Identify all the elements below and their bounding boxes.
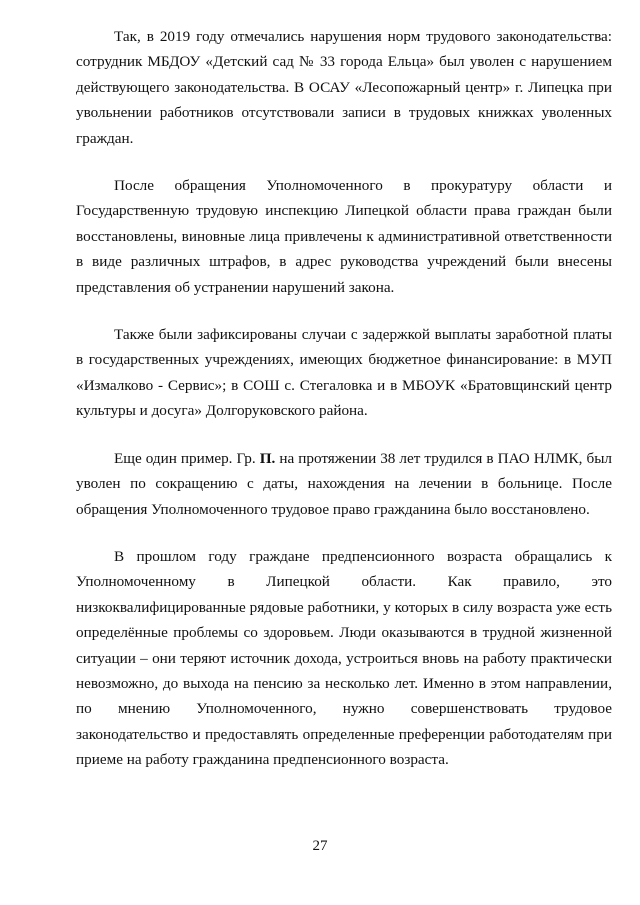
paragraph-pre-pension: В прошлом году граждане предпенсионного возраста обращались к Уполномоченному в Липецкой области. Как правило, это низкоквалифицированные рядовые работники, у которых в силу возраста уже есть определённые проблемы со здоровьем. Люди оказываются в трудной жизненной ситуации – они теряют источник дохода, устроиться вновь на работу практически невозможно, до выхода на пенсию за несколько лет. Именно в этом направлении, по мнению Уполномоченного, нужно совершенствовать трудовое законодательство и предоставлять определенные преференции работодателям при приеме на работу гражданина предпенсионного возраста. xyxy=(76,547,612,769)
paragraph-violations: Так, в 2019 году отмечались нарушения норм трудового законодательства: сотрудник МБДОУ «Детский сад № 33 города Ельца» был уволен с нарушением действующего законодательства. В ОСАУ «Лесопожарный центр» г. Липецка при увольнении работников отсутствовали записи в трудовых книжках уволенных граждан. xyxy=(76,28,612,147)
paragraph-salary-delays: Также были зафиксированы случаи с задержкой выплаты заработной платы в государственных учреждениях, имеющих бюджетное финансирование: в МУП «Измалково - Сервис»; в СОШ с. Стегаловка и в МБОУК «Братовщинский центр культуры и досуга» Долгоруковского района. xyxy=(76,326,612,420)
example-intro: Еще один пример. Гр. xyxy=(114,449,260,467)
paragraph-example xyxy=(76,446,612,522)
example-details: на протяжении 38 лет трудился в ПАО НЛМК, был уволен по сокращению с даты, нахождения на лечении в больнице. После обращения Уполномоченного трудовое право гражданина было восстановлено. xyxy=(76,449,612,518)
page-number: 27 xyxy=(312,838,328,854)
paragraph-rights-restored: После обращения Уполномоченного в прокуратуру области и Государственную трудовую инспекцию Липецкой области права граждан были восстановлены, виновные лица привлечены к административной ответственности в виде различных штрафов, в адрес руководства учреждений были внесены представления об устранении нарушений закона. xyxy=(76,177,612,296)
document-body xyxy=(76,24,612,795)
example-person-initial: П. xyxy=(259,449,276,467)
